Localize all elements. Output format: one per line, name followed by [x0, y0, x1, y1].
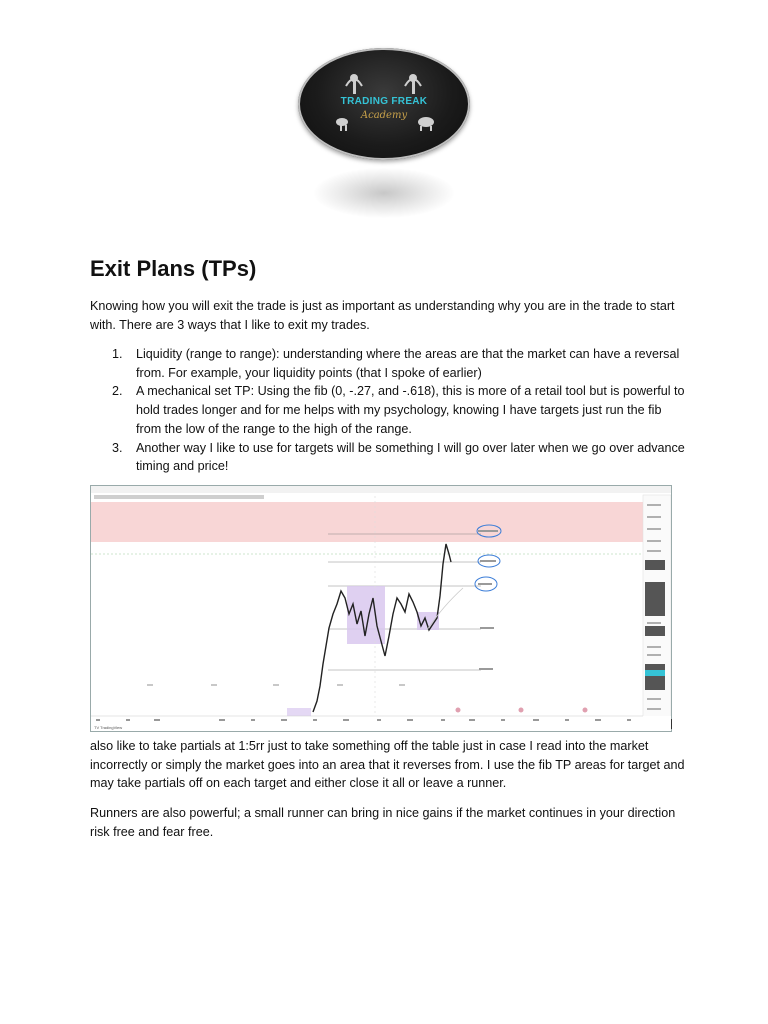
list-item: [90, 439, 690, 476]
list-number: 1.: [112, 347, 123, 361]
list-text: A mechanical set TP: Using the fib (0, -.27, and -.618), this is more of a retail tool but is powerful to hold trades longer and for me helps with my psychology, knowing I have targets just run the fib from the low of the range to the high of the range.: [136, 384, 685, 436]
intro-paragraph: Knowing how you will exit the trade is just as important as understanding why you are in the trade to start with. There are 3 ways that I like to exit my trades.: [90, 299, 675, 332]
list-text: Liquidity (range to range): understanding where the areas are that the market can have a reversal from. For example, your liquidity points (that I spoke of earlier): [136, 347, 680, 380]
list-text: Another way I like to use for targets will be something I will go over later when we go over advance timing and price!: [136, 440, 685, 474]
runners-paragraph: Runners are also powerful; a small runner can bring in nice gains if the market continues in your direction risk free and fear free.: [90, 806, 676, 839]
list-item: [90, 382, 690, 438]
logo-tagline: Academy: [360, 110, 408, 121]
trading-chart-screenshot: [90, 485, 672, 732]
chart-image: [91, 486, 671, 731]
text-cursor: [671, 719, 672, 729]
page-title: Exit Plans (TPs): [90, 256, 257, 281]
logo: [298, 48, 470, 160]
list-item: [90, 345, 690, 382]
logo-name: TRADING FREAK: [340, 96, 428, 107]
exit-methods-list: [90, 345, 690, 476]
logo-shadow: [314, 168, 454, 218]
list-number: 2.: [112, 384, 123, 399]
chart-footer: TV TradingView: [94, 725, 123, 730]
list-number: 3.: [112, 440, 123, 455]
partials-paragraph: also like to take partials at 1:5rr just to take something off the table just in case I read into the market incorrectly or simply the market goes into an area that it reverses from. I use the fib TP areas for target and may take partials off on each target and either close it all or leave a runner.: [90, 739, 685, 791]
